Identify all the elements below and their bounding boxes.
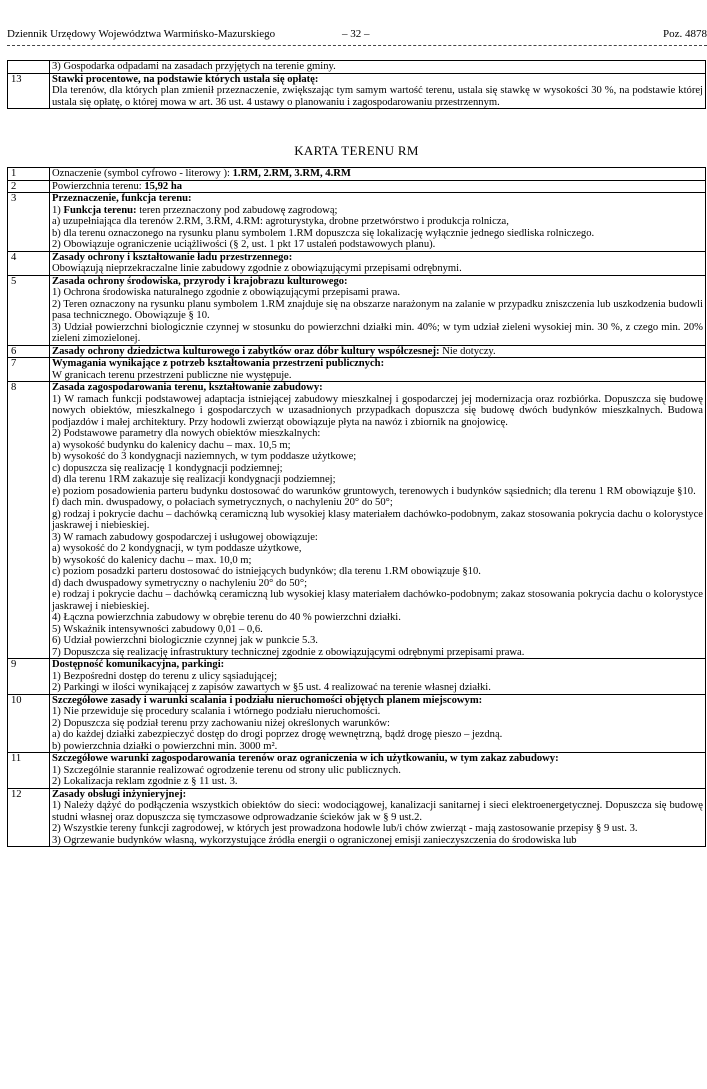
content-line: b) powierzchnia działki o powierzchni min. 3000 m².: [52, 740, 278, 752]
row-content: [50, 73, 706, 109]
content-line: g) rodzaj i pokrycie dachu – dachówką ceramiczną lub wysokiej klasy materiałem dachówko-podobnym, zakaz stosowania pokrycia dachu o kolorystyce jaskrawej i niebieskiej.: [52, 508, 703, 531]
content-line: 1) W ramach funkcji podstawowej adaptacja istniejącej zabudowy mieszkalnej i gospodarczej jej modernizacja oraz rozbiórka. Dopuszcza się budowę nowych obiektów, mieszkalnego i gospodarczych w uzasadnionych przypadkach dopuszcza się budowę dwóch budynków mieszkalnych. Budowa podjazdów i małej architektury. Przy hodowli zwierząt obowiązuje płyta na nawóz i zbiornik na gnojowicę.: [52, 393, 703, 428]
row-number: 11: [8, 753, 50, 789]
content-line: 1) Bezpośredni dostęp do terenu z ulicy sąsiadującej;: [52, 670, 278, 682]
row-number: 5: [8, 275, 50, 345]
content-line: b) wysokość do 3 kondygnacji naziemnych, w tym poddasze użytkowe;: [52, 451, 357, 462]
row-content: [50, 788, 706, 847]
content-line: Dostępność komunikacyjna, parkingi:: [52, 659, 225, 670]
row-number: 4: [8, 251, 50, 275]
row-number: 1: [8, 168, 50, 181]
table-row: [8, 788, 706, 847]
table-row: [8, 168, 706, 181]
content-line: 2) Wszystkie tereny funkcji zagrodowej, w których jest prowadzona hodowle lub/i chów zwierząt - mają zastosowanie przepisy § 9 ust. 3.: [52, 823, 638, 834]
content-line: Obowiązują nieprzekraczalne linie zabudowy zgodnie z obowiązującymi przepisami odrębnymi.: [52, 263, 462, 274]
page-number: – 32 –: [342, 28, 370, 40]
content-line: Dla terenów, dla których plan zmienił przeznaczenie, zwiększając tym samym wartość terenu, ustala się stawkę w wysokości 30 %, na podstawie której ustala się opłatę, o której mowa w art. 36 ust. 4 ustawy o planowaniu i zagospodarowaniu przestrzennym.: [52, 85, 703, 108]
row-content: [50, 275, 706, 345]
content-line: Zasada zagospodarowania terenu, kształtowanie zabudowy:: [52, 382, 323, 393]
position-number: Poz. 4878: [663, 28, 707, 40]
table-row: [8, 275, 706, 345]
content-line: e) poziom posadowienia parteru budynku dostosować do warunków gruntowych, terenowych i budynków sąsiednich; dla terenu 1 RM obowiązuje §10.: [52, 485, 696, 497]
row-content: [50, 659, 706, 695]
row-content: [50, 168, 706, 181]
content-line: f) dach min. dwuspadowy, o połaciach symetrycznych, o nachyleniu 20° do 50°;: [52, 497, 393, 508]
row-content: [50, 358, 706, 382]
content-line: 3) Ogrzewanie budynków własną, wykorzystujące źródła energii o ograniczonej emisji zanieczyszczenia do środowiska lub: [52, 834, 577, 846]
content-line: Zasady obsługi inżynieryjnej:: [52, 788, 187, 800]
content-line: 1) Szczególnie starannie realizować ogrodzenie terenu od strony ulic publicznych.: [52, 764, 401, 776]
table-row: [8, 61, 706, 74]
row-number: 3: [8, 193, 50, 252]
row-number: 12: [8, 788, 50, 847]
table-row: [8, 753, 706, 789]
row-content: [50, 193, 706, 252]
content-line: c) poziom posadzki parteru dostosować do istniejących budynków; dla terenu 1.RM obowiązuje §10.: [52, 566, 481, 577]
content-line: d) dach dwuspadowy symetryczny o nachyleniu 20° do 50°;: [52, 577, 308, 589]
row-content: [50, 382, 706, 659]
content-line: Oznaczenie (symbol cyfrowo - literowy ): 1.RM, 2.RM, 3.RM, 4.RM: [52, 168, 351, 179]
content-line: a) uzupełniająca dla terenów 2.RM, 3.RM, 4.RM: agroturystyka, drobne przetwórstwo i produkcja rolnicza,: [52, 216, 509, 227]
content-line: a) wysokość do 2 kondygnacji, w tym poddasze użytkowe,: [52, 543, 302, 554]
table-row: [8, 193, 706, 252]
table-row: [8, 382, 706, 659]
content-line: 6) Udział powierzchni biologicznie czynnej jak w punkcie 5.3.: [52, 635, 318, 646]
row-number: 2: [8, 180, 50, 193]
header-rule: [7, 45, 707, 46]
content-line: b) dla terenu oznaczonego na rysunku planu symbolem 1.RM dopuszcza się lokalizację wyłącznie jednego siedliska rolniczego.: [52, 227, 595, 239]
row-content: [50, 753, 706, 789]
content-line: d) dla terenu 1RM zakazuje się realizacji kondygnacji podziemnej;: [52, 474, 336, 485]
content-line: 3) Udział powierzchni biologicznie czynnej w stosunku do powierzchni działki min. 40%; w tym udział zieleni wysokiej min. 30 %, z czego min. 20% zieleni zimozielonej.: [52, 321, 703, 344]
content-line: Przeznaczenie, funkcja terenu:: [52, 193, 192, 204]
content-line: 2) Podstawowe parametry dla nowych obiektów mieszkalnych:: [52, 428, 321, 439]
table-row: [8, 345, 706, 358]
content-line: Szczegółowe warunki zagospodarowania terenów oraz ograniczenia w ich użytkowaniu, w tym zakaz zabudowy:: [52, 753, 559, 764]
content-line: Stawki procentowe, na podstawie których ustala się opłatę:: [52, 73, 319, 85]
table-row: [8, 73, 706, 109]
top-table: [7, 60, 706, 109]
content-line: Wymagania wynikające z potrzeb kształtowania przestrzeni publicznych:: [52, 358, 385, 369]
card-title: KARTA TERENU RM: [294, 143, 419, 158]
row-content: [50, 345, 706, 358]
content-line: e) rodzaj i pokrycie dachu – dachówką ceramiczną lub wysokiej klasy materiałem dachówko-podobnym; zakaz stosowania pokrycia dachu o kolorystyce jaskrawej i niebieskiej.: [52, 589, 703, 612]
content-line: 2) Lokalizacja reklam zgodnie z § 11 ust. 3.: [52, 776, 238, 787]
table-row: [8, 694, 706, 753]
row-number: 9: [8, 659, 50, 695]
content-line: Zasady ochrony i kształtowanie ładu przestrzennego:: [52, 251, 293, 263]
content-line: W granicach terenu przestrzeni publiczne nie występuje.: [52, 369, 292, 381]
row-number: 13: [8, 73, 50, 109]
row-content: [50, 694, 706, 753]
content-line: 5) Wskaźnik intensywności zabudowy 0,01 – 0,6.: [52, 623, 263, 635]
row-number: 7: [8, 358, 50, 382]
content-line: Zasady ochrony dziedzictwa kulturowego i zabytków oraz dóbr kultury współczesnej: Nie dotyczy.: [52, 345, 496, 357]
content-line: 1) Ochrona środowiska naturalnego zgodnie z obowiązującymi przepisami prawa.: [52, 287, 401, 298]
table-row: [8, 180, 706, 193]
content-line: Zasada ochrony środowiska, przyrody i krajobrazu kulturowego:: [52, 275, 348, 287]
content-line: a) do każdej działki zabezpieczyć dostęp do drogi poprzez drogę wewnętrzną, bądź drogę pieszo – jezdną.: [52, 729, 503, 740]
content-line: 1) Nie przewiduje się procedury scalania i wtórnego podziału nieruchomości.: [52, 706, 381, 717]
content-line: 2) Dopuszcza się podział terenu przy zachowaniu niżej określonych warunków:: [52, 717, 390, 729]
content-line: a) wysokość budynku do kalenicy dachu – max. 10,5 m;: [52, 439, 291, 451]
table-row: [8, 358, 706, 382]
content-line: 2) Teren oznaczony na rysunku planu symbolem 1.RM znajduje się na obszarze narażonym na zalanie w przypadku zniszczenia lub uszkodzenia budowli pasa technicznego. Obowiązuje § 10.: [52, 298, 703, 321]
row-number: [8, 61, 50, 74]
content-line: 3) Gospodarka odpadami na zasadach przyjętych na terenie gminy.: [52, 61, 336, 72]
content-line: Szczegółowe zasady i warunki scalania i podziału nieruchomości objętych planem miejscowym:: [52, 694, 483, 706]
row-number: 8: [8, 382, 50, 659]
journal-title: Dziennik Urzędowy Województwa Warmińsko-Mazurskiego: [7, 28, 276, 40]
row-content: [50, 180, 706, 193]
content-line: c) dopuszcza się realizację 1 kondygnacji podziemnej;: [52, 462, 283, 474]
table-row: [8, 659, 706, 695]
content-line: 3) W ramach zabudowy gospodarczej i usługowej obowiązuje:: [52, 531, 318, 543]
table-row: [8, 251, 706, 275]
content-line: 4) Łączna powierzchnia zabudowy w obrębie terenu do 40 % powierzchni działki.: [52, 612, 401, 623]
content-line: 2) Obowiązuje ograniczenie uciążliwości (§ 2, ust. 1 pkt 17 ustaleń podstawowych planu).: [52, 239, 436, 250]
content-line: 2) Parkingi w ilości wynikającej z zapisów zawartych w §5 ust. 4 realizować na terenie własnej działki.: [52, 682, 491, 693]
content-line: 7) Dopuszcza się realizację infrastruktury technicznej zgodnie z obowiązującymi odrębnymi przepisami prawa.: [52, 646, 525, 658]
row-number: 6: [8, 345, 50, 358]
row-content: [50, 251, 706, 275]
content-line: Powierzchnia terenu: 15,92 ha: [52, 180, 183, 192]
page-header: [7, 27, 707, 41]
content-line: 1) Funkcja terenu: teren przeznaczony pod zabudowę zagrodową;: [52, 204, 338, 216]
content-line: b) wysokość do kalenicy dachu – max. 10,0 m;: [52, 554, 252, 566]
card-table: [7, 167, 706, 847]
row-number: 10: [8, 694, 50, 753]
row-content: [50, 61, 706, 74]
content-line: 1) Należy dążyć do podłączenia wszystkich obiektów do sieci: wodociągowej, kanalizacji sanitarnej i sieci elektroenergetycznej. Dopuszcza się budowę studni własnej oraz dopuszcza się tymczasowe odprowadzanie ścieków jak w § 9 ust.2.: [52, 800, 703, 823]
